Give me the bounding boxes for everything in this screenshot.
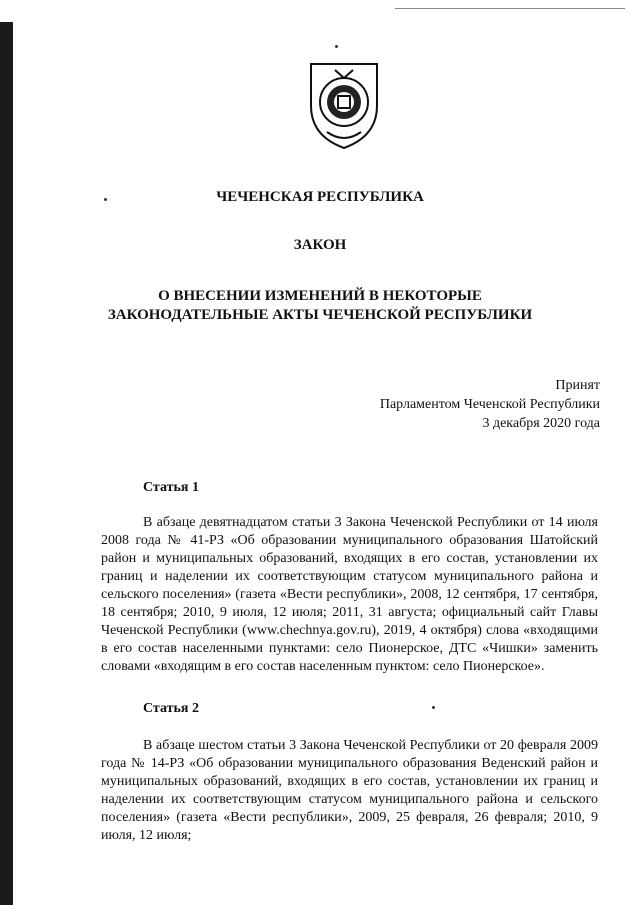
law-title — [0, 287, 640, 325]
law-title-line-1: О ВНЕСЕНИИ ИЗМЕНЕНИЙ В НЕКОТОРЫЕ — [158, 288, 482, 304]
scan-speck — [432, 706, 435, 709]
scan-top-mark — [395, 8, 625, 11]
document-type-heading: ЗАКОН — [293, 237, 347, 253]
scan-edge-bar — [0, 22, 13, 905]
scan-speck — [335, 45, 338, 48]
article-1-text: В абзаце девятнадцатом статьи 3 Закона Чеченской Республики от 14 июля 2008 года № 41-РЗ «Об образовании муниципального образования Шатойский район и муниципальных образований, входящих в его состав, установлении их границ и наделении их соответствующим статусом муниципального района и сельского поселения» (газета «Вести республики», 2008, 12 сентября, 17 сентября, 18 сентября; 2010, 9 июля, 12 июля; 2011, 31 августа; официальный сайт Главы Чеченской Республики (www.chechnya.gov.ru), 2019, 4 октября) слова «входящими в его состав населенными пунктами: село Пионерское, ДТС «Чишки» заменить словами «входящим в его состав населенным пунктом: село Пионерское». — [101, 515, 598, 674]
adoption-date: 3 декабря 2020 года — [482, 416, 600, 431]
adoption-block — [380, 376, 600, 433]
article-1-heading: Статья 1 — [143, 480, 199, 495]
coat-of-arms-emblem — [305, 60, 383, 150]
adoption-line-2: Парламентом Чеченской Республики — [379, 397, 600, 412]
article-2-heading: Статья 2 — [143, 701, 199, 716]
law-title-line-2: ЗАКОНОДАТЕЛЬНЫЕ АКТЫ ЧЕЧЕНСКОЙ РЕСПУБЛИКИ — [107, 307, 533, 323]
republic-heading: ЧЕЧЕНСКАЯ РЕСПУБЛИКА — [216, 189, 424, 205]
article-2-text: В абзаце шестом статьи 3 Закона Чеченской Республики от 20 февраля 2009 года № 14-РЗ «Об образовании муниципального образования Веденский район и муниципальных образований, входящих в его состав, установлении их границ и наделении их соответствующим статусом муниципального района и сельского поселения» (газета «Вести республики», 2009, 25 февраля, 26 февраля; 2010, 9 июля, 12 июля; — [101, 738, 598, 843]
adoption-line-1: Принят — [555, 378, 600, 393]
